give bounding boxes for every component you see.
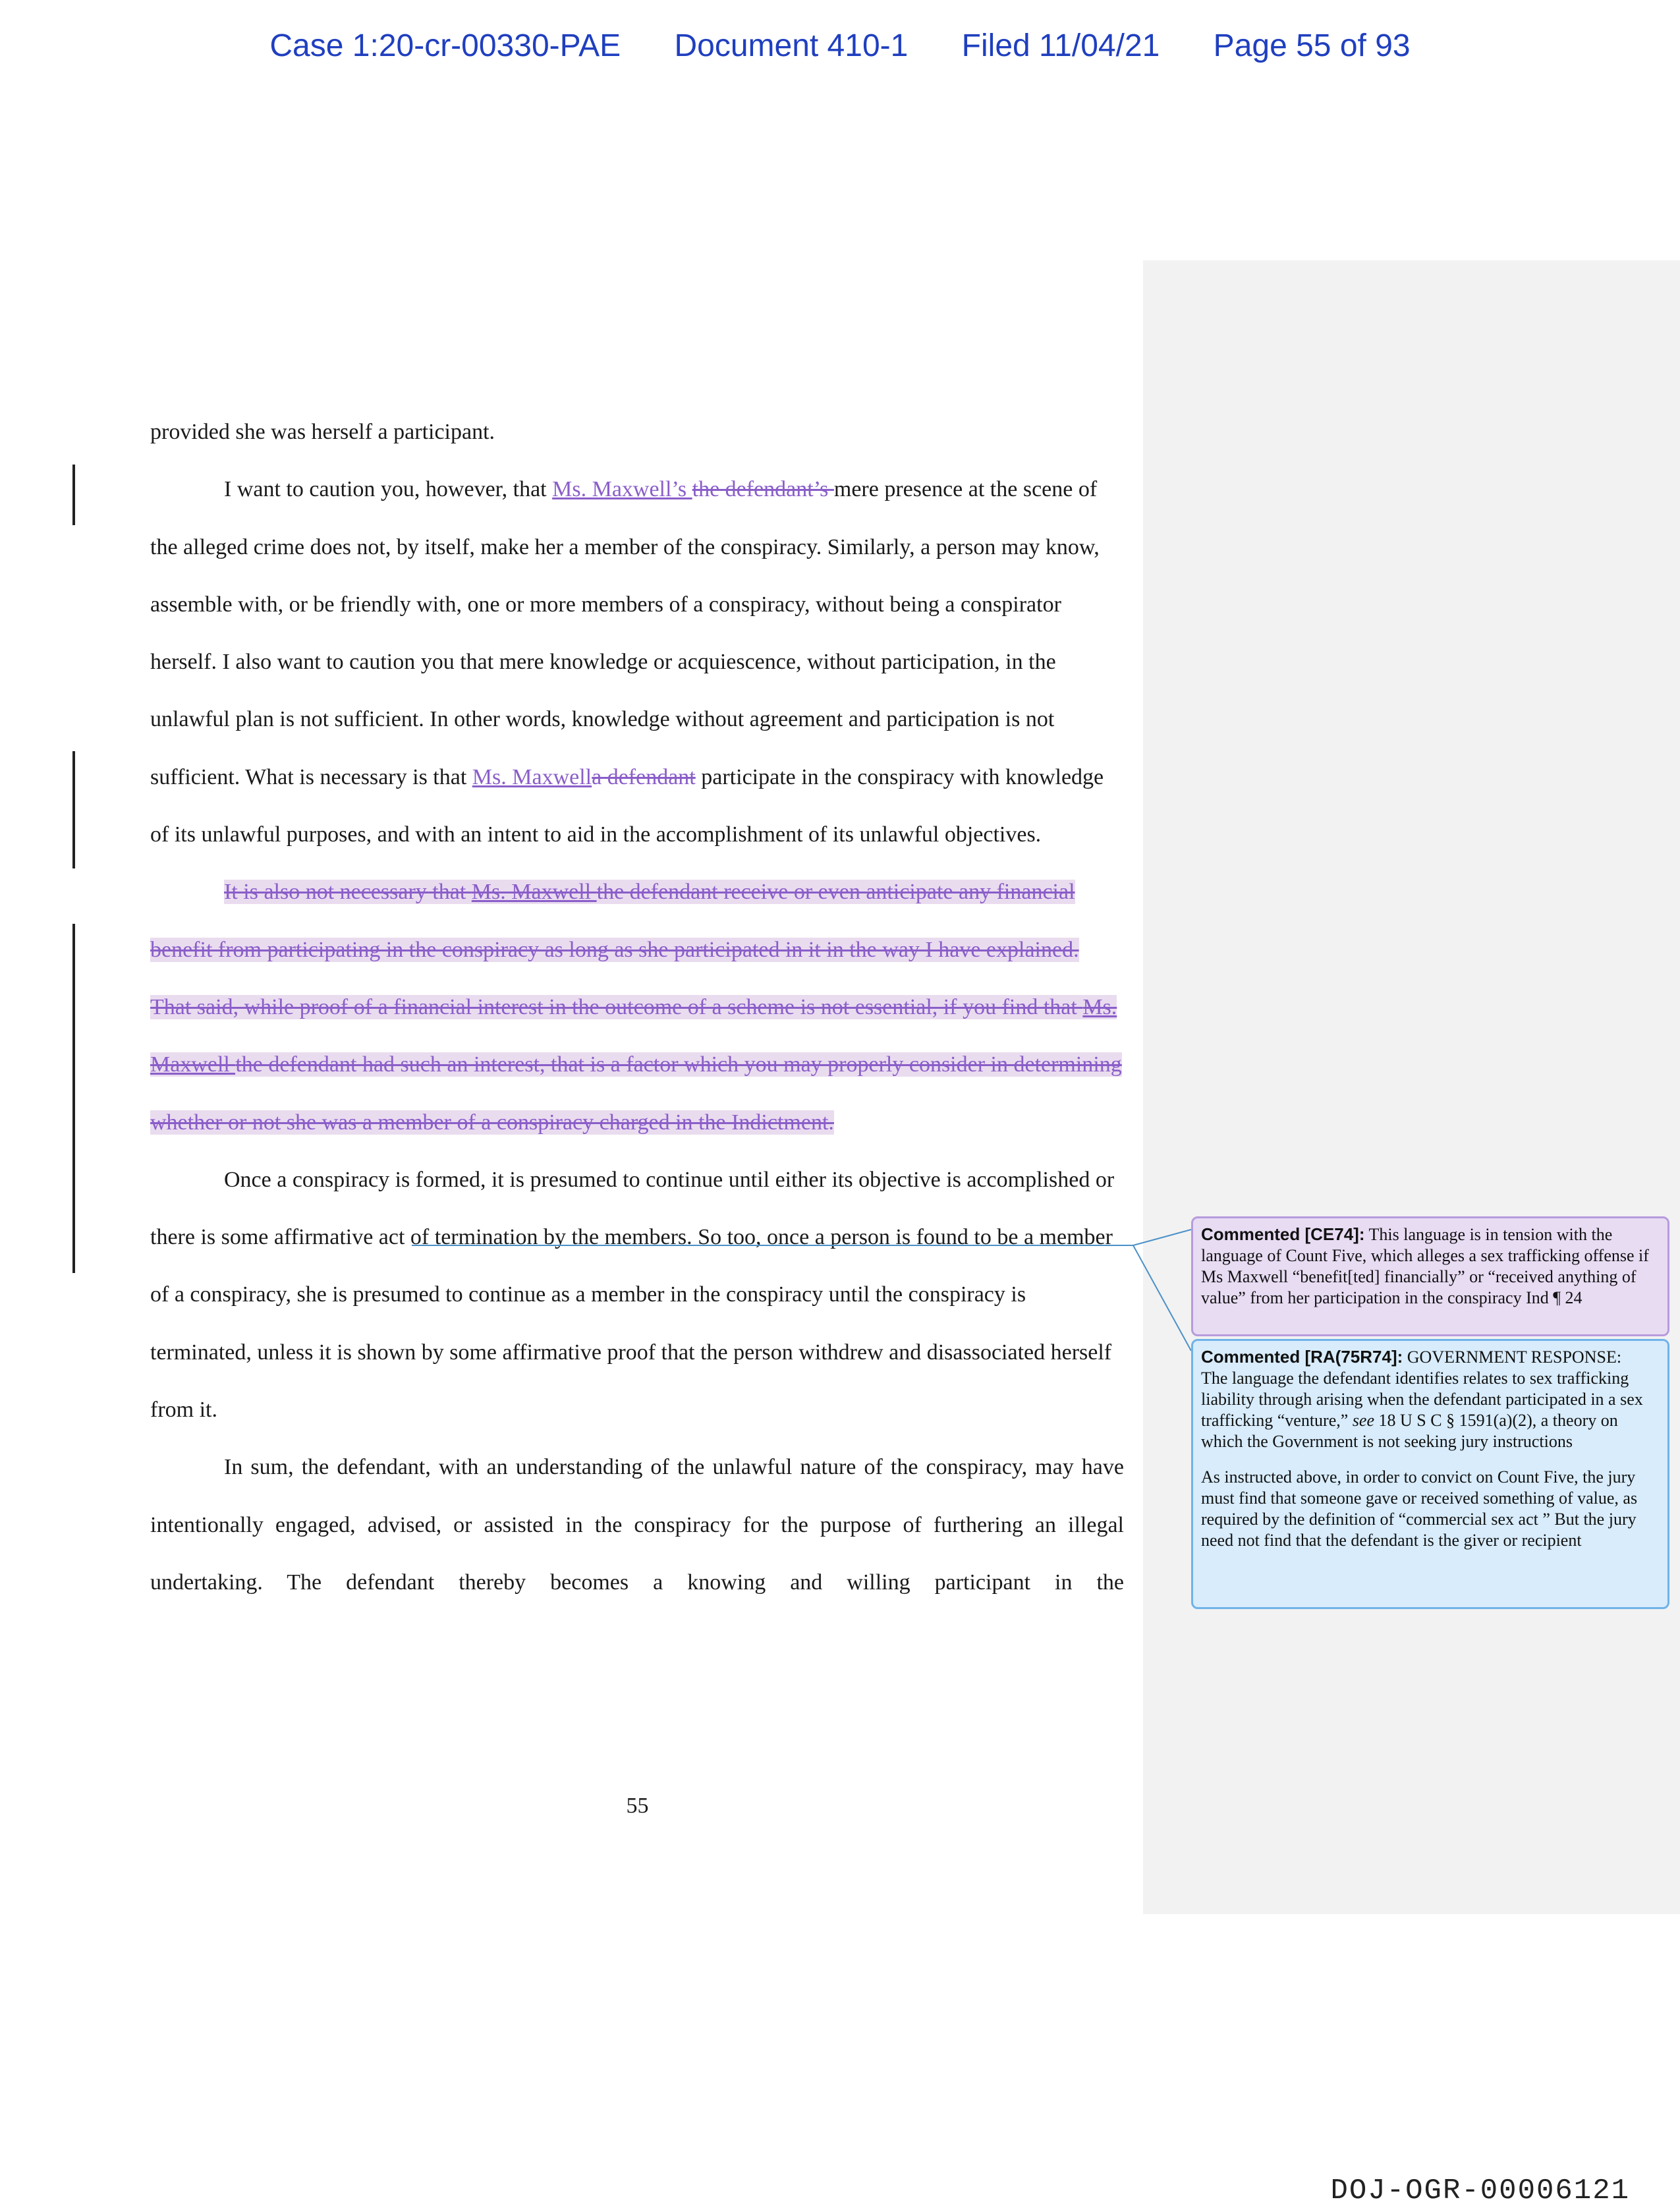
comment-balloon-ce74[interactable] (1191, 1216, 1669, 1336)
document-number: Document 410-1 (674, 28, 909, 63)
document-body (150, 403, 1124, 1611)
paragraph-conspiracy-continuation: Once a conspiracy is formed, it is presumed to continue until either its objective is accomplished or there is some affirmative act of termination by the members. So too, once a person is found to be a member of a conspiracy, she is presumed to continue as a member in the conspiracy until the conspiracy is terminated, unless it is shown by some affirmative proof that the person withdrew and disassociated herself from it. (150, 1167, 1115, 1423)
tracked-insertion: Ms. Maxwell (472, 764, 592, 789)
tracked-deletion: a defendant (592, 764, 696, 789)
paragraph-deleted-financial-benefit[interactable]: It is also not necessary that Ms. Maxwell the defendant receive or even anticipate any financial benefit from participating in the conspiracy as long as she participated in it in the way I have explained. That said, while proof of a financial interest in the outcome of a scheme is not essential, if you find that Ms. Maxwell the defendant had such an interest, that is a factor which you may properly consider in determining whether or not she was a member of a conspiracy charged in the Indictment. (150, 880, 1122, 1135)
comment-label: Commented [RA(75R74]: (1201, 1347, 1403, 1367)
case-header (0, 28, 1680, 64)
comment-text: As instructed above, in order to convict on Count Five, the jury must find that someone gave or received something of value, as required by the definition of “commercial sex act ” But the jury need not find that the defendant is the giver or recipient (1201, 1467, 1638, 1550)
page-number: 55 (626, 1794, 649, 1818)
comment-balloon-government-response[interactable] (1191, 1339, 1669, 1609)
change-bar (72, 924, 75, 1273)
change-bar (72, 751, 75, 868)
change-bar (72, 465, 75, 525)
comment-label: Commented [CE74]: (1201, 1224, 1365, 1244)
comment-intro: GOVERNMENT RESPONSE: (1403, 1347, 1622, 1367)
paragraph-continuation: provided she was herself a participant. (150, 420, 495, 444)
case-number: Case 1:20-cr-00330-PAE (269, 28, 621, 63)
tracked-deletion: the defendant’s (692, 477, 834, 502)
paragraph-mere-presence: I want to caution you, however, that Ms. Maxwell’s the defendant’s mere presence at the scene of the alleged crime does not, by itself, make her a member of the conspiracy. Similarly, a person may know, assemble with, or be friendly with, one or more members of a conspiracy, without being a conspirator herself. I also want to caution you that mere knowledge or acquiescence, without participation, in the unlawful plan is not sufficient. In other words, knowledge without agreement and participation is not sufficient. What is necessary is that Ms. Maxwella defendant participate in the conspiracy with knowledge of its unlawful purposes, and with an intent to aid in the accomplishment of its unlawful objectives. (150, 477, 1104, 847)
filed-date: Filed 11/04/21 (961, 28, 1160, 63)
comment-text: This language is in tension with the language of Count Five, which alleges a sex trafficking offense if Ms Maxwell “benefit[ted] financially” or “received anything of value” from her participation in the conspiracy Ind ¶ 24 (1201, 1225, 1649, 1307)
comment-text: The language the defendant identifies relates to sex trafficking liability through arising when the defendant participated in a sex trafficking “venture,” see 18 U S C § 1591(a)(2), a theory on which the Government is not seeking jury instructions (1201, 1369, 1643, 1451)
tracked-insertion: Ms. Maxwell’s (552, 477, 692, 502)
comment-margin-pane (1143, 260, 1680, 1914)
page-indicator: Page 55 of 93 (1213, 28, 1411, 63)
paragraph-in-sum: In sum, the defendant, with an understanding of the unlawful nature of the conspiracy, may have intentionally engaged, advised, or assisted in the conspiracy for the purpose of furthering an illegal undertaking. The defendant thereby becomes a knowing and willing participant in the (150, 1455, 1124, 1595)
bates-number: DOJ-OGR-00006121 (1330, 2174, 1630, 2207)
